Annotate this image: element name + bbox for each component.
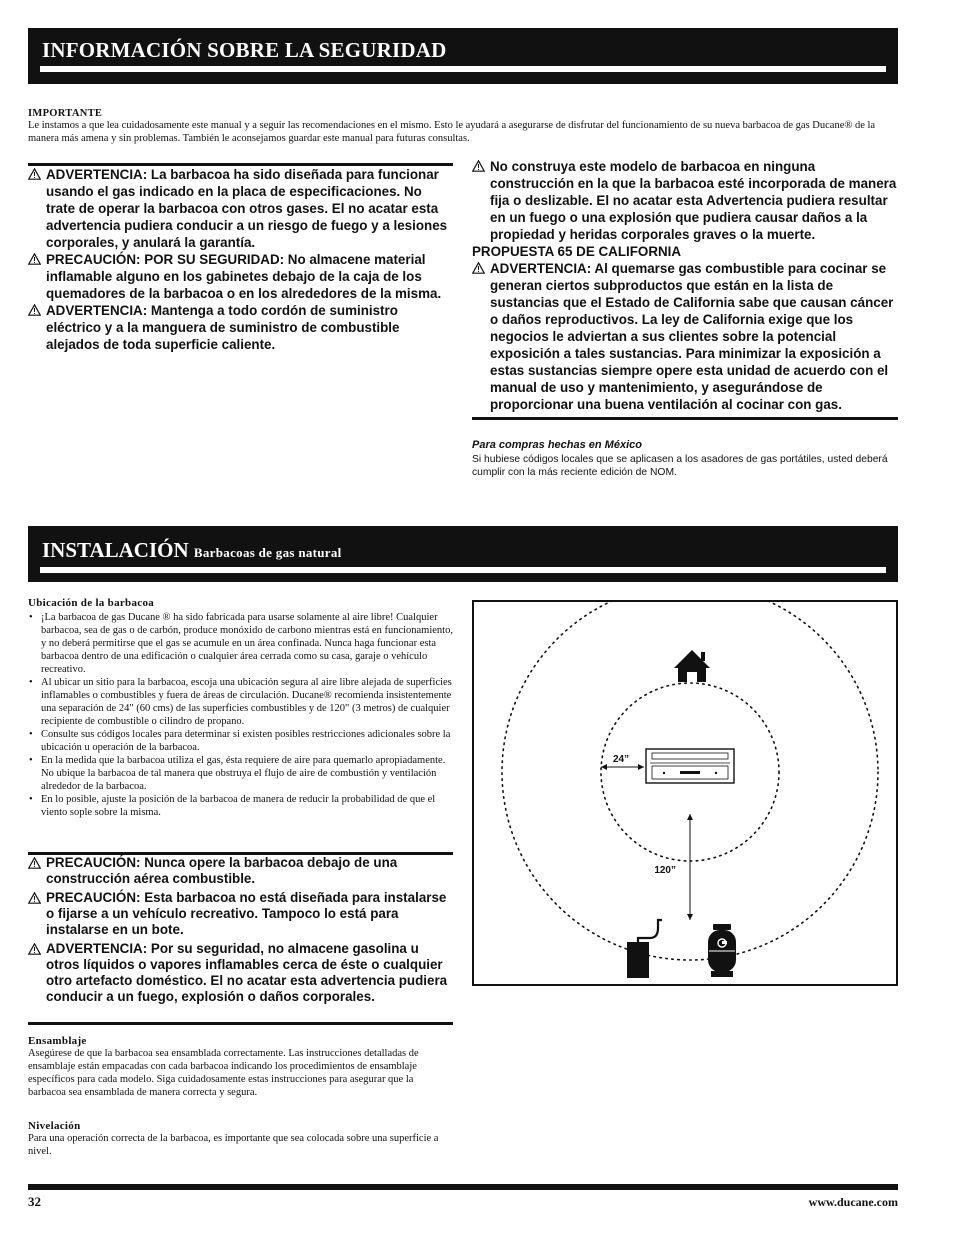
house-icon — [674, 650, 710, 682]
nivelacion-block — [28, 1120, 453, 1158]
warning-triangle-icon — [28, 168, 41, 180]
warning-item — [28, 941, 453, 1005]
warning-text: ADVERTENCIA: Por su seguridad, no almacene gasolina u otros líquidos o vapores inflamables cerca de éste o cualquier otro artefacto doméstico. El no acatar esta advertencia pudiera conducir a un fuego, explosión o daños corporales. — [46, 941, 448, 1004]
install-section-header — [28, 526, 898, 582]
warning-triangle-icon — [472, 262, 485, 274]
page-number: 32 — [28, 1194, 41, 1209]
ubicacion-block — [28, 597, 453, 819]
clearance-diagram-svg — [474, 602, 896, 984]
warning-bottom-bottom-rule — [28, 1022, 453, 1025]
mexico-note — [472, 439, 898, 479]
mexico-text: Si hubiese códigos locales que se aplicasen a los asadores de gas portátiles, usted deberá cumplir con la más reciente edición de NOM. — [472, 454, 888, 478]
warning-item — [28, 251, 453, 302]
list-item: • En lo posible, ajuste la posición de la barbacoa de manera de reducir la probabilidad de que el viento sople sobre la misma. — [28, 793, 453, 819]
warning-right-bottom-rule — [472, 417, 898, 420]
header-underline — [40, 66, 886, 72]
propane-tank-icon — [708, 924, 736, 977]
left-warning-list — [28, 166, 453, 353]
list-item: • En la medida que la barbacoa utiliza el gas, ésta requiere de aire para quemarlo apropiadamente. No ubique la barbacoa de tal manera que obstruya el flujo de aire de combustión y ventilación alrededor de la barbacoa. — [28, 754, 453, 793]
warning-text: No construya este modelo de barbacoa en ninguna construcción en la que la barbacoa esté incorporada de manera fija o deslizable. El no acatar esta Advertencia pudiera resultar en un fuego o una explosión que pudiera causar daños a la propiedad y heridas corporales graves o la muerte. — [490, 159, 897, 242]
list-item: • ¡La barbacoa de gas Ducane ® ha sido fabricada para usarse solamente al aire libre! Cualquier barbacoa, sea de gas o de carbón, produce monóxido de carbono mientras está en funcionamiento, y no deberá permitirse que el gas se acumule en un área confinada. Nunca haga funcionar esta barbacoa dentro de una edificación o cualquier área cerrada como su casa, garaje o vehículo recreativo. — [28, 611, 453, 676]
install-section-title — [42, 538, 342, 563]
header-underline — [40, 567, 886, 573]
warning-text: ADVERTENCIA: La barbacoa ha sido diseñada para funcionar usando el gas indicado en la placa de especificaciones. No trate de operar la barbacoa con otros gases. El no acatar esta advertencia pudiera conducir a un riesgo de fuego y a lesiones corporales, y anulará la garantía. — [46, 167, 448, 250]
fuel-can-icon — [627, 920, 662, 978]
nivelacion-text: Para una operación correcta de la barbacoa, es importante que sea colocada sobre una superficie a nivel. — [28, 1133, 439, 1157]
warning-triangle-icon — [28, 943, 41, 955]
arrowhead — [687, 814, 693, 820]
warning-text: ADVERTENCIA: Mantenga a todo cordón de suministro eléctrico y a la manguera de suministro de combustible alejados de toda superficie caliente. — [46, 303, 400, 352]
install-subtitle: Barbacoas de gas natural — [193, 545, 342, 560]
importante-block — [28, 108, 888, 145]
dimension-120-label: 120” — [654, 865, 676, 876]
warning-item — [28, 855, 453, 887]
warning-item — [28, 166, 453, 251]
warning-text: PRECAUCIÓN: POR SU SEGURIDAD: No almacene material inflamable alguno en los gabinetes debajo de la caja de los quemadores de la barbacoa o en los alrededores de la misma. — [46, 252, 442, 301]
list-item: • Consulte sus códigos locales para determinar si existen posibles restricciones adicionales sobre la ubicación u operación de la barbacoa. — [28, 728, 453, 754]
warning-text: ADVERTENCIA: Al quemarse gas combustible para cocinar se generan ciertos subproductos que están en la lista de sustancias que el Estado de California sabe que causan cáncer o daños reproductivos. La ley de California exige que los negocios le adviertan a sus clientes sobre la potencial exposición a tales sustancias. Para minimizar la exposición a estas sustancias siempre opere esta unidad de acuerdo con el manual de uso y mantenimiento, y asegurándose de proporcionar una buena ventilación al cocinar con gas. — [490, 261, 894, 412]
arrowhead — [638, 764, 644, 770]
warning-triangle-icon — [28, 304, 41, 316]
warning-text: PRECAUCIÓN: Nunca opere la barbacoa debajo de una construcción aérea combustible. — [46, 855, 398, 886]
warning-item — [28, 302, 453, 353]
prop65-heading: PROPUESTA 65 DE CALIFORNIA — [472, 244, 682, 259]
website-link[interactable]: www.ducane.com — [808, 1195, 898, 1209]
clearance-diagram — [472, 600, 898, 986]
arrowhead — [687, 914, 693, 920]
install-warning-list — [28, 855, 453, 1005]
install-title: INSTALACIÓN — [42, 538, 189, 562]
safety-section-header — [28, 28, 898, 84]
nivelacion-heading: Nivelación — [28, 1120, 81, 1132]
ensamblaje-heading: Ensamblaje — [28, 1035, 87, 1047]
warning-item — [28, 890, 453, 938]
mexico-heading: Para compras hechas en México — [472, 439, 642, 451]
warning-triangle-icon — [28, 857, 41, 869]
ensamblaje-block — [28, 1035, 453, 1099]
footer-rule — [28, 1184, 898, 1190]
importante-text: Le instamos a que lea cuidadosamente este manual y a seguir las recomendaciones en el mismo. Esto le ayudará a asegurarse de disfrutar del funcionamiento de su nueva barbacoa de gas Ducane® de la manera más amena y sin problemas. También le aconsejamos guardar este manual para futuras consultas. — [28, 120, 876, 144]
list-item: • Al ubicar un sitio para la barbacoa, escoja una ubicación segura al aire libre alejada de superficies inflamables o combustibles y fuera de áreas de circulación. Ducane® recomienda insistentemente una separación de 24" (60 cms) de las superficies combustibles y de 120" (3 metros) de cualquier recipiente de combustible o cilindro de propano. — [28, 676, 453, 728]
importante-heading: IMPORTANTE — [28, 108, 103, 119]
warning-triangle-icon — [28, 253, 41, 265]
grill-icon — [646, 749, 734, 783]
warning-triangle-icon — [472, 160, 485, 172]
warning-text: PRECAUCIÓN: Esta barbacoa no está diseñada para instalarse o fijarse a un vehículo recreativo. Tampoco lo está para instalarse en un bote. — [46, 890, 447, 937]
warning-item — [472, 260, 898, 413]
safety-section-title: INFORMACIÓN SOBRE LA SEGURIDAD — [42, 38, 447, 62]
ubicacion-list — [28, 611, 453, 819]
ubicacion-heading: Ubicación de la barbacoa — [28, 597, 155, 609]
right-warning-list — [472, 158, 898, 413]
warning-triangle-icon — [28, 892, 41, 904]
ensamblaje-text: Asegúrese de que la barbacoa sea ensamblada correctamente. Las instrucciones detalladas de ensamblaje están empacadas con cada barbacoa indicando los procedimientos de ensamblaje específicos para cada modelo. Siga cuidadosamente estas instrucciones para asegurar que la barbacoa sea ensamblada de manera correcta y segura. — [28, 1048, 419, 1098]
dimension-24-label: 24” — [613, 754, 630, 765]
arrowhead — [601, 764, 607, 770]
warning-item — [472, 158, 898, 243]
